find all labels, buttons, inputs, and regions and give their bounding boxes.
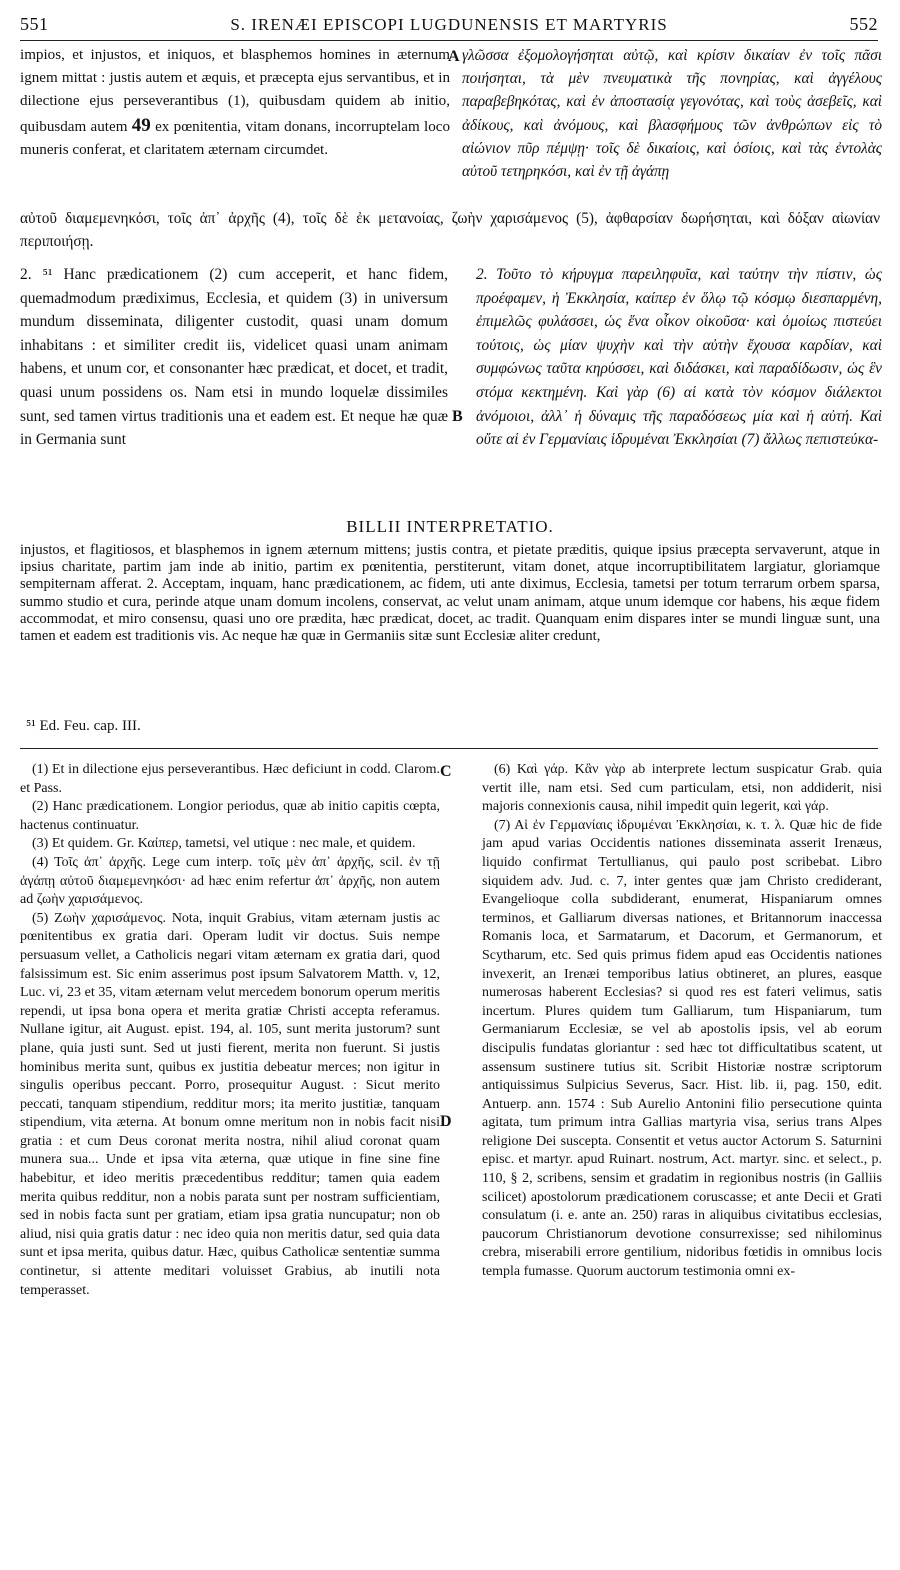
- footnotes-left: [20, 761, 440, 1300]
- latin-text-top: impios, et injustos, et iniquos, et blasphemos homines in æternum ignem mittat : justis autem et æquis, et præcepta ejus servantibus, et in dilectione ejus perseverantibus (1), quibusdam quidem ab initio, quibusdam autem 49 ex pœnitentia, vitam donans, incorruptelam loco muneris conferat, et claritatem æternam circumdet.: [20, 47, 450, 158]
- footnote: (5) Ζωὴν χαρισάμενος. Nota, inquit Grabius, vitam æternam justis ac pœnitentibus ex gratia dari. Operam ludit vir doctus. Suis nempe persuasum vellet, a Catholicis negari vitam æternam ex gratia dari, quod falsissimum est. Sic enim asserimus post ipsum Salvatorem Matth. v, 12, Luc. vi, 23 et 35, vitam æternam velut mercedem bonorum operum meritis rependi, ut ipsa bona opera et merita gratiæ Christi accepta referamus. Nullane igitur, ait August. epist. 194, al. 105, sunt merita justorum? sunt plane, quia justi sunt. Sed ut justi fierent, merita non fuerunt. Si justis hominibus merita sunt, quibus ex justitia debeatur merces; non igitur in singulis operibus peccant. Porro, prosequitur August. : Sicut merito peccati, tanquam stipendium, redditur mors; ita merito justitiæ, tanquam stipendium, vita æterna. At bonum omne meritum non in nobis facit nisi gratia : et cum Deus coronat merita nostra, nihil aliud coronat quam munera sua... Unde et ipsa vita æterna, quæ utique in fine sine fine habebitur, et ideo meritis præcedentibus redditur; tamen quia eadem merita quibus redditur, non a nobis parata sunt per nostram sufficientiam, sed in nobis facta sunt per gratiam, etiam ipsa gratia nuncupatur; non ob aliud, nisi quia gratis datur : nec ideo quia non meritis datur, sed quia data sunt et ipsa merita, quibus datur. Hæc, quibus Catholicæ sententiæ summa continetur, si attente meditari voluisset Grabius, ab inutili nota temperasset.: [20, 910, 440, 1298]
- footnote: (4) Τοῖς ἀπ᾽ ἀρχῆς. Lege cum interp. τοῖς μὲν ἀπ᾽ ἀρχῆς, scil. ἐν τῇ ἀγάπῃ αὐτοῦ διαμεμενηκόσι· ad hæc enim refertur ἀπ᾽ ἀρχῆς, non autem ad ζωὴν χαρισάμενος.: [20, 854, 440, 908]
- left-page-number: 551: [20, 14, 49, 34]
- billii-title: BILLII INTERPRETATIO.: [346, 517, 554, 536]
- margin-marker-c: C: [440, 763, 452, 780]
- column-number: 49: [131, 114, 151, 136]
- footnote: (1) Et in dilectione ejus perseverantibus. Hæc deficiunt in codd. Clarom. et Pass.: [20, 762, 440, 796]
- edition-note: ⁵¹ Ed. Feu. cap. III.: [26, 718, 141, 734]
- footnote: (7) Αἱ ἐν Γερμανίαις ἱδρυμέναι Ἐκκλησίαι, κ. τ. λ. Quæ hic de fide jam apud varias Occidentis nationes disseminata asserit Irenæus, liquido confirmat Tertullianus, qui paulo post scribebat. Libro siquidem adv. Jud. c. 7, inter gentes quæ jam Christo crediderant, Evangelioque colla subdiderant, enumerat, Hispaniarum omnes terminos, et Galliarum diversas nationes, et Britannorum inaccessa Romanis loca, et Sarmatarum, et Dacorum, et Germanorum, et Scytharum, etc. Sed quis primus fidem apud eas Occidentis nationes invexerit, an Irenæi temporibus latius obtineret, an plures, easque numerosas haberent Ecclesias? si quod res est fateri velimus, satis incertum. Plures quidem tum Galliarum, tum Hispaniarum, tum Germaniarum Ecclesiæ, se vel ab apostolis ipsis, vel ab eorum discipulis fundatas gloriantur : sed hæc tot difficultatibus scatent, ut assensum sustinere tutius sit. Scribit Historiæ nostræ scriptorum antiquissimus Sulpicius Severus, Sacr. Hist. lib. ii, pag. 150, edit. Antuerp. ann. 1574 : Sub Aurelio Antonini filio persecutione quinta agitata, tum primum intra Gallias martyria visa, serius trans Alpes religione Dei suscepta. Consentit et vetus auctor Actorum S. Saturnini episc. et martyr. apud Ruinart. nostrum, Act. martyr. sinc. et select., p. 110, § 2, scribens, sensim et gradatim in regionibus nostris (in Galliis scilicet) apostolorum prædicationem coruscasse; et ante Decii et Grati consulatum (i. e. ante an. 250) raras in aliquibus civitatibus ecclesias, paucorum Christianorum devotione consurrexisse; sed nihilominus crebra, miserabili errore gentilium, nidoribus fœtidis in omnibus locis templa fumasse. Quorum auctorum testimonia omni ex-: [482, 817, 882, 1280]
- running-title: S. IRENÆI EPISCOPI LUGDUNENSIS ET MARTYRIS: [230, 15, 668, 34]
- margin-marker-d: D: [440, 1113, 452, 1130]
- header-rule: [20, 40, 878, 41]
- footnote: (2) Hanc prædicationem. Longior periodus, quæ ab initio capitis cœpta, hactenus continuatur.: [20, 799, 440, 833]
- greek-text-top: γλῶσσα ἐξομολογήσηται αὐτῷ, καὶ κρίσιν δικαίαν ἐν τοῖς πᾶσι ποιήσηται, τὰ μὲν πνευματικὰ τῆς πονηρίας, καὶ ἀγγέλους παραβεβηκότας, καὶ ἐν ἀποστασίᾳ γεγονότας, καὶ τοὺς ἀσεβεῖς, καὶ ἀδίκους, καὶ ἀνόμους, καὶ βλασφήμους τῶν ἀνθρώπων εἰς τὸ αἰώνιον πῦρ πέμψῃ· τοῖς δὲ δικαίοις, καὶ ὁσίοις, καὶ τὰς ἐντολὰς αὐτοῦ τετηρηκόσι, καὶ ἐν τῇ ἀγάπῃ: [462, 47, 882, 181]
- billii-interpretatio: injustos, et flagitiosos, et blasphemos in ignem æternum mittens; justis contra, et pietate præditis, quique ipsius præcepta servaverunt, atque in ipsius charitate, partim jam inde ab initio, partim ex pœnitentia, perstiterunt, vitam donet, atque incorruptibilitatem largiatur, gloriamque sempiternam afferat. 2. Acceptam, inquam, hanc prædicationem, ac fidem, uti ante diximus, Ecclesia, tametsi per totum terrarum orbem sparsa, summo studio et cura, perinde atque unam domum incolens, conservat, ac velut unam animam, atque unum idemque cor habens, his æque fidem accommodat, et miro consensu, quasi uno ore prædita, hæc prædicat, docet, ac tradit. Quanquam enim dispares inter se mundi linguæ sunt, una tamen et eadem est traditionis vis. Ac neque hæ quæ in Germaniis sitæ sunt Ecclesiæ aliter credunt,: [20, 542, 880, 645]
- footnote: (6) Καὶ γάρ. Κἂν γὰρ ab interprete lectum suspicatur Grab. quia vertit ille, nam etsi. Sed cum particulam, etsi, non addiderit, nisi majoris connexionis causa, nihil impedit quin legerit, καὶ γάρ.: [482, 762, 882, 815]
- footnote-rule: [20, 748, 878, 749]
- greek-section-2: 2. Τοῦτο τὸ κήρυγμα παρειληφυῖα, καὶ ταύτην τὴν πίστιν, ὡς προέφαμεν, ἡ Ἐκκλησία, καίπερ ἐν ὅλῳ τῷ κόσμῳ διεσπαρμένη, ἐπιμελῶς φυλάσσει, ὡς ἕνα οἶκον οἰκοῦσα· καὶ ὁμοίως πιστεύει τούτοις, ὡς μίαν ψυχὴν καὶ τὴν αὐτὴν ἔχουσα καρδίαν, καὶ συμφώνως ταῦτα κηρύσσει, καὶ διδάσκει, καὶ παραδίδωσιν, ὡς ἓν στόμα κεκτημένη. Καὶ γὰρ (6) αἱ κατὰ τὸν κόσμον διάλεκτοι ἀνόμοιοι, ἀλλ᾽ ἡ δύναμις τῆς παραδόσεως μία καὶ ἡ αὐτή. Καὶ οὔτε αἱ ἐν Γερμανίαις ἱδρυμέναι Ἐκκλησίαι (7) ἄλλως πεπιστεύκα-: [476, 266, 882, 449]
- greek-continuation: αὐτοῦ διαμεμενηκόσι, τοῖς ἀπ᾽ ἀρχῆς (4), τοῖς δὲ ἐκ μετανοίας, ζωὴν χαρισάμενος (5), ἀφθαρσίαν δωρήσηται, καὶ δόξαν αἰωνίαν περιποιήσῃ.: [20, 210, 880, 251]
- footnote: (3) Et quidem. Gr. Καίπερ, tametsi, vel utique : nec male, et quidem.: [32, 836, 416, 852]
- margin-marker-b: B: [452, 408, 463, 425]
- latin-section-2: 2. ⁵¹ Hanc prædicationem (2) cum acceperit, et hanc fidem, quemadmodum prædiximus, Ecclesia, et quidem (3) in universum mundum disseminata, diligenter custodit, quasi unam domum inhabitans : et similiter credit iis, videlicet quasi unam animam habens, et unum cor, et consonanter hæc prædicat, et docet, et tradit, quasi unum possidens os. Nam etsi in mundo loquelæ dissimiles sunt, sed tamen virtus traditionis una et eadem est. Et neque hæ quæ in Germania sunt: [20, 266, 448, 449]
- margin-marker-a: A: [448, 48, 460, 65]
- page-header: [20, 14, 878, 38]
- right-page-number: 552: [849, 14, 878, 34]
- footnotes-right: [482, 761, 882, 1282]
